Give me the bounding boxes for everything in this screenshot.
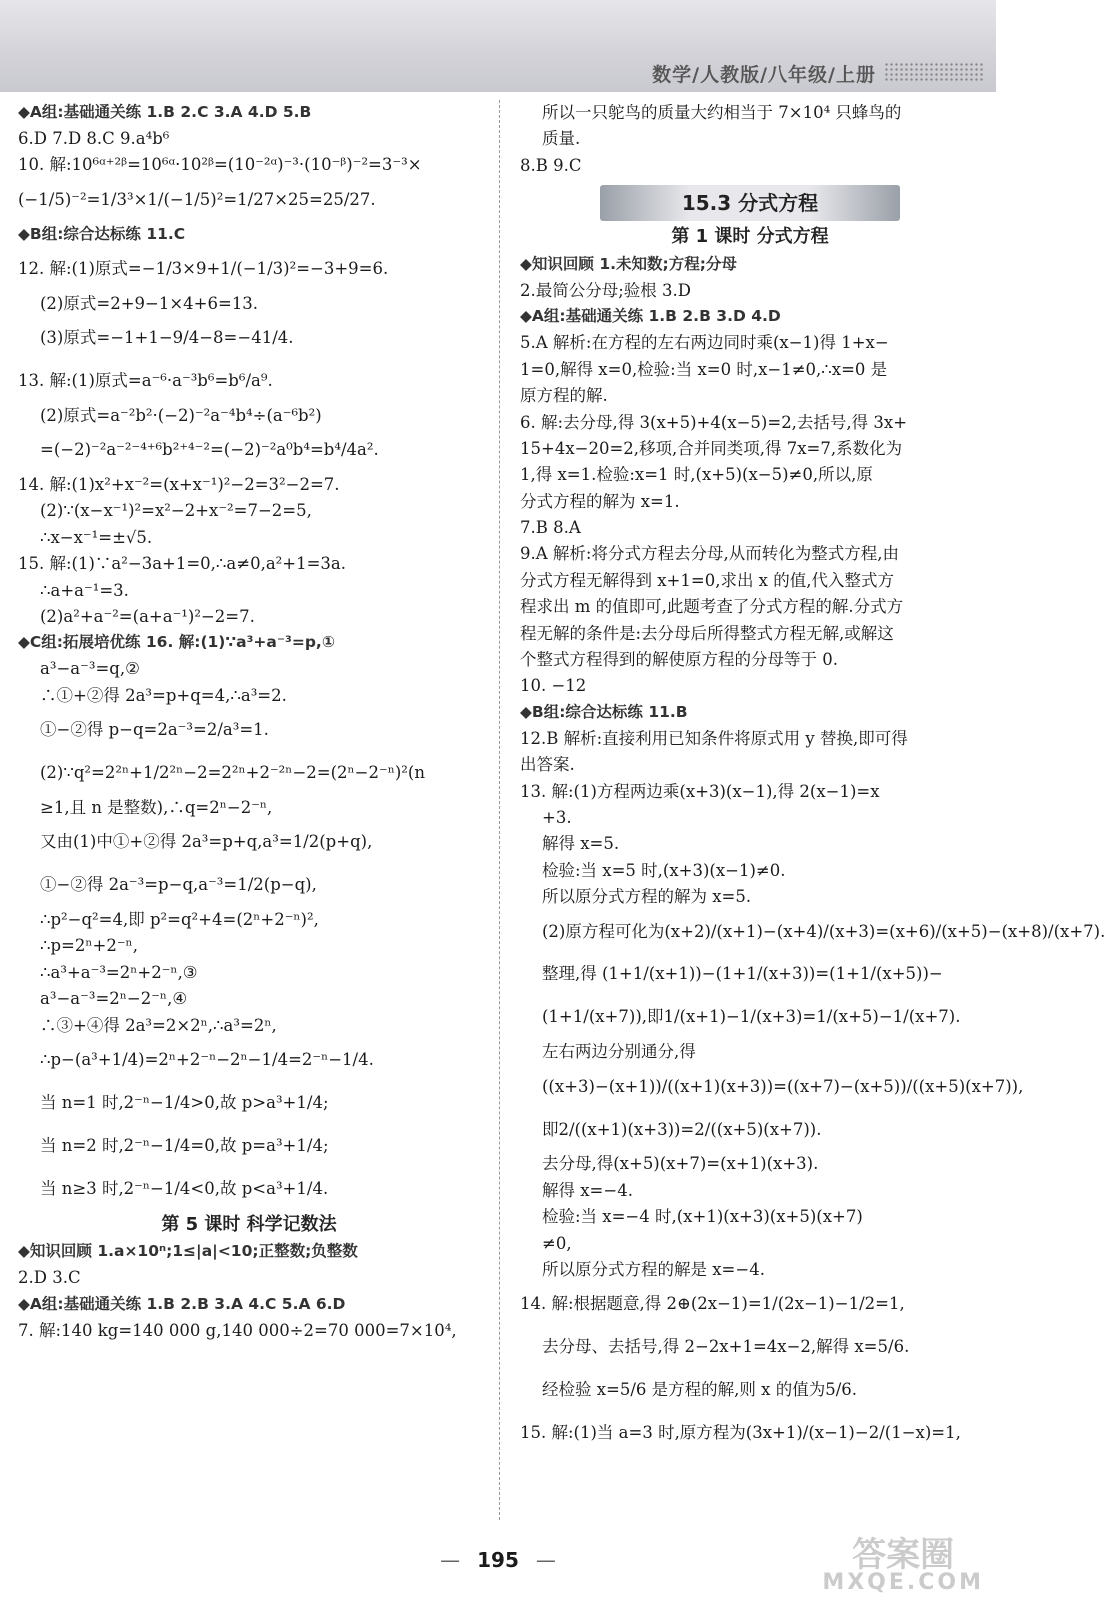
answer-line: 解得 x=−4. [542, 1180, 633, 1200]
header-dot-pattern [884, 62, 984, 82]
answer-line: 5.A 解析:在方程的左右两边同时乘(x−1)得 1+x− [520, 333, 889, 353]
answer-line: 检验:当 x=5 时,(x+3)(x−1)≠0. [542, 860, 786, 880]
answer-line: 14. 解:(1)x²+x⁻²=(x+x⁻¹)²−2=3²−2=7. [18, 475, 340, 495]
answer-line: ∴x−x⁻¹=±√5. [40, 527, 153, 547]
exercise-group-heading: ◆A组:基础通关练 1.B 2.C 3.A 4.D 5.B [18, 103, 312, 121]
answer-line: 检验:当 x=−4 时,(x+1)(x+3)(x+5)(x+7) [542, 1207, 863, 1227]
exercise-group-heading: ◆知识回顾 1.未知数;方程;分母 [520, 254, 737, 273]
answer-line: (3)原式=−1+1−9/4−8=−41/4. [40, 327, 294, 347]
answer-line: 6. 解:去分母,得 3(x+5)+4(x−5)=2,去括号,得 3x+ [520, 412, 908, 432]
answer-line: 1,得 x=1.检验:x=1 时,(x+5)(x−5)≠0,所以,原 [520, 465, 873, 485]
answer-line: a³−a⁻³=q,② [40, 659, 140, 679]
answer-line: (−1/5)⁻²=1/3³×1/(−1/5)²=1/27×25=25/27. [18, 189, 376, 209]
answer-line: 去分母,得(x+5)(x+7)=(x+1)(x+3). [542, 1154, 819, 1174]
answer-line: 解得 x=5. [542, 834, 620, 854]
answer-line: 原方程的解. [520, 386, 608, 406]
section-title: 15.3 分式方程 [600, 185, 900, 221]
answer-line: 12.B 解析:直接利用已知条件将原式用 y 替换,即可得 [520, 728, 908, 748]
answer-line: 经检验 x=5/6 是方程的解,则 x 的值为5/6. [542, 1380, 858, 1400]
answer-line: 14. 解:根据题意,得 2⊕(2x−1)=1/(2x−1)−1/2=1, [520, 1294, 905, 1314]
answer-line: ∴a+a⁻¹=3. [40, 580, 129, 600]
answer-line: 即2/((x+1)(x+3))=2/((x+5)(x+7)). [542, 1119, 822, 1139]
answer-line: =(−2)⁻²a⁻²⁻⁴⁺⁶b²⁺⁴⁻²=(−2)⁻²a⁰b⁴=b⁴/4a². [40, 440, 379, 460]
exercise-group-heading: ◆A组:基础通关练 1.B 2.B 3.D 4.D [520, 307, 781, 326]
answer-line: 又由(1)中①+②得 2a³=p+q,a³=1/2(p+q), [40, 832, 373, 852]
footer-dash-right: — [535, 1548, 556, 1572]
answer-line: 程无解的条件是:去分母后所得整式方程无解,或解这 [520, 623, 894, 643]
answer-line: ∴①+②得 2a³=p+q=4,∴a³=2. [40, 685, 287, 705]
answer-line: 2.最简公分母;验根 3.D [520, 280, 692, 300]
answer-line: ≥1,且 n 是整数),∴q=2ⁿ−2⁻ⁿ, [40, 797, 273, 817]
answer-line: (2)a²+a⁻²=(a+a⁻¹)²−2=7. [40, 606, 255, 626]
answer-line: 15. 解:(1)当 a=3 时,原方程为(3x+1)/(x−1)−2/(1−x)=1, [520, 1423, 961, 1443]
answer-line: ①−②得 p−q=2a⁻³=2/a³=1. [40, 720, 269, 740]
answer-line: 分式方程的解为 x=1. [520, 491, 680, 511]
page-number: 195 [477, 1548, 519, 1572]
answer-line: 10. 解:10⁶ᵅ⁺²ᵝ=10⁶ᵅ·10²ᵝ=(10⁻²ᵅ)⁻³·(10⁻ᵝ)⁻²=3⁻³× [18, 155, 422, 175]
answer-line: 所以原分式方程的解为 x=5. [542, 887, 752, 907]
answer-line: 1=0,解得 x=0,检验:当 x=0 时,x−1≠0,∴x=0 是 [520, 359, 888, 379]
watermark-sub: MXQE.COM [822, 1570, 984, 1595]
answer-line: 程求出 m 的值即可,此题考查了分式方程的解.分式方 [520, 597, 904, 617]
column-divider [499, 100, 500, 1520]
answer-line: ∴③+④得 2a³=2×2ⁿ,∴a³=2ⁿ, [40, 1015, 277, 1035]
answer-line: 左右两边分别通分,得 [542, 1042, 696, 1062]
answer-line: 7. 解:140 kg=140 000 g,140 000÷2=70 000=7×10⁴, [18, 1320, 457, 1340]
answer-line: 分式方程无解得到 x+1=0,求出 x 的值,代入整式方 [520, 570, 894, 590]
answer-line: (2)∵q²=2²ⁿ+1/2²ⁿ−2=2²ⁿ+2⁻²ⁿ−2=(2ⁿ−2⁻ⁿ)²(n [40, 763, 425, 783]
answer-line: ①−②得 2a⁻³=p−q,a⁻³=1/2(p−q), [40, 875, 317, 895]
answer-line: 2.D 3.C [18, 1268, 81, 1288]
answer-line: 13. 解:(1)方程两边乘(x+3)(x−1),得 2(x−1)=x [520, 781, 880, 801]
exercise-group-heading: ◆B组:综合达标练 11.C [18, 224, 186, 243]
answer-line: ∴p−(a³+1/4)=2ⁿ+2⁻ⁿ−2ⁿ−1/4=2⁻ⁿ−1/4. [40, 1050, 374, 1070]
exercise-group-heading: ◆B组:综合达标练 11.B [520, 702, 688, 721]
answer-line: 13. 解:(1)原式=a⁻⁶·a⁻³b⁶=b⁶/a⁹. [18, 370, 273, 390]
answer-line: 10. −12 [520, 676, 587, 696]
left-column [18, 100, 480, 1344]
watermark-logo [822, 1535, 984, 1595]
answer-line: 15+4x−20=2,移项,合并同类项,得 7x=7,系数化为 [520, 438, 903, 458]
answer-line: ≠0, [542, 1233, 572, 1253]
answer-line: 12. 解:(1)原式=−1/3×9+1/(−1/3)²=−3+9=6. [18, 258, 389, 278]
exercise-group-heading: ◆知识回顾 1.a×10ⁿ;1≤|a|<10;正整数;负整数 [18, 1242, 358, 1261]
answer-line: +3. [542, 808, 572, 827]
answer-line: 质量. [542, 129, 581, 149]
answer-line: 当 n=2 时,2⁻ⁿ−1/4=0,故 p=a³+1/4; [40, 1135, 329, 1155]
answer-line: (2)原方程可化为(x+2)/(x+1)−(x+4)/(x+3)=(x+6)/(x+5)−(x+8)/(x+7). [542, 921, 1105, 941]
answer-line: 9.A 解析:将分式方程去分母,从而转化为整式方程,由 [520, 544, 899, 564]
answer-line: 去分母、去括号,得 2−2x+1=4x−2,解得 x=5/6. [542, 1337, 910, 1357]
answer-line: 整理,得 (1+1/(x+1))−(1+1/(x+3))=(1+1/(x+5))− [542, 964, 943, 984]
lesson-title: 第 5 课时 科学记数法 [161, 1213, 337, 1235]
answer-line: a³−a⁻³=2ⁿ−2⁻ⁿ,④ [40, 989, 188, 1009]
answer-line: (2)∵(x−x⁻¹)²=x²−2+x⁻²=7−2=5, [40, 501, 312, 521]
answer-line: (1+1/(x+7)),即1/(x+1)−1/(x+3)=1/(x+5)−1/(x+7). [542, 1007, 961, 1027]
answer-line: 7.B 8.A [520, 518, 581, 538]
answer-line: ∴p=2ⁿ+2⁻ⁿ, [40, 936, 138, 956]
answer-line: ∴p²−q²=4,即 p²=q²+4=(2ⁿ+2⁻ⁿ)², [40, 910, 319, 930]
answer-line: 当 n≥3 时,2⁻ⁿ−1/4<0,故 p<a³+1/4. [40, 1178, 329, 1198]
answer-line: (2)原式=a⁻²b²·(−2)⁻²a⁻⁴b⁴÷(a⁻⁶b²) [40, 405, 322, 425]
footer-dash-left: — [440, 1548, 461, 1572]
book-title: 数学/人教版/八年级/上册 [652, 64, 876, 86]
answer-line: (2)原式=2+9−1×4+6=13. [40, 293, 259, 313]
answer-line: 出答案. [520, 755, 575, 775]
right-column [520, 100, 1105, 1455]
answer-line: 当 n=1 时,2⁻ⁿ−1/4>0,故 p>a³+1/4; [40, 1092, 329, 1112]
lesson-title: 第 1 课时 分式方程 [671, 226, 829, 248]
page-header [0, 0, 996, 92]
answer-line: 15. 解:(1)∵a²−3a+1=0,∴a≠0,a²+1=3a. [18, 554, 347, 574]
exercise-group-heading: ◆C组:拓展培优练 16. 解:(1)∵a³+a⁻³=p,① [18, 633, 335, 652]
answer-line: 6.D 7.D 8.C 9.a⁴b⁶ [18, 129, 170, 148]
answer-line: ((x+3)−(x+1))/((x+1)(x+3))=((x+7)−(x+5))/((x+5)(x+7)), [542, 1076, 1024, 1096]
watermark-main: 答案圈 [852, 1535, 955, 1575]
answer-line: ∴a³+a⁻³=2ⁿ+2⁻ⁿ,③ [40, 962, 198, 982]
answer-line: 个整式方程得到的解使原方程的分母等于 0. [520, 650, 838, 670]
exercise-group-heading: ◆A组:基础通关练 1.B 2.B 3.A 4.C 5.A 6.D [18, 1294, 346, 1313]
answer-line: 8.B 9.C [520, 155, 582, 175]
answer-line: 所以一只鸵鸟的质量大约相当于 7×10⁴ 只蜂鸟的 [542, 103, 902, 122]
answer-line: 所以原分式方程的解是 x=−4. [542, 1259, 765, 1279]
